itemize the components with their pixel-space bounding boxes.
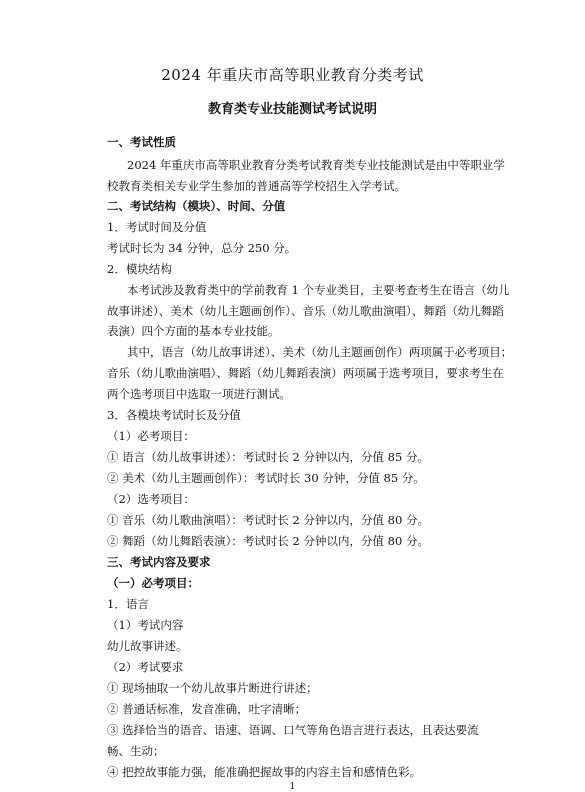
text-line: ② 普通话标准，发音准确，吐字清晰； — [107, 702, 307, 716]
text-line: 三、考试内容及要求 — [107, 555, 211, 569]
text-line: ④ 把控故事能力强，能准确把握故事的内容主旨和感情色彩。 — [107, 765, 422, 779]
text-line: 其中，语言（幼儿故事讲述）、美术（幼儿主题画创作）两项属于必考项目； — [127, 345, 513, 359]
text-line: 校教育类相关专业学生参加的普通高等学校招生入学考试。 — [107, 179, 406, 193]
text-line: （2）考试要求 — [107, 660, 184, 674]
text-line: 二、考试结构（模块）、时间、分值 — [107, 199, 286, 213]
text-line: ③ 选择恰当的语音、语速、语调、口气等角色语言进行表达，且表达要流 — [107, 723, 479, 737]
document-title: 2024 年重庆市高等职业教育分类考试 — [161, 66, 424, 84]
text-line: 幼儿故事讲述。 — [107, 639, 188, 653]
text-line: ② 舞蹈（幼儿舞蹈表演）：考试时长 2 分钟以内，分值 80 分。 — [107, 534, 429, 548]
text-line: ① 语言（幼儿故事讲述）：考试时长 2 分钟以内，分值 85 分。 — [107, 450, 429, 464]
text-line: （1）考试内容 — [107, 618, 184, 632]
text-line: （一）必考项目： — [107, 576, 199, 590]
text-line: （1）必考项目： — [107, 429, 195, 443]
text-line: 3．各模块考试时长及分值 — [107, 408, 241, 422]
text-line: 考试时长为 34 分钟，总分 250 分。 — [107, 241, 297, 255]
text-line: ② 美术（幼儿主题画创作）：考试时长 30 分钟，分值 85 分。 — [107, 471, 425, 485]
text-line: ① 现场抽取一个幼儿故事片断进行讲述； — [107, 681, 318, 695]
text-line: 畅、生动； — [107, 744, 165, 758]
text-line: 两个选考项目中选取一项进行测试。 — [107, 387, 291, 401]
text-line: 1．考试时间及分值 — [107, 220, 207, 234]
text-line: 2024 年重庆市高等职业教育分类考试教育类专业技能测试是由中等职业学 — [127, 158, 505, 172]
text-line: 表演）四个方面的基本专业技能。 — [107, 324, 280, 338]
text-line: 本考试涉及教育类中的学前教育 1 个专业类目，主要考查考生在语言（幼儿 — [127, 283, 510, 297]
text-line: 2．模块结构 — [107, 262, 172, 276]
page-number: 1 — [289, 782, 296, 792]
text-line: 故事讲述）、美术（幼儿主题画创作）、音乐（幼儿歌曲演唱）、舞蹈（幼儿舞蹈 — [107, 304, 504, 318]
document-subtitle: 教育类专业技能测试考试说明 — [207, 102, 377, 117]
text-line: 一、考试性质 — [107, 135, 176, 149]
text-line: 音乐（幼儿歌曲演唱）、舞蹈（幼儿舞蹈表演）两项属于选考项目，要求考生在 — [107, 366, 504, 380]
text-line: 1．语言 — [107, 597, 149, 611]
text-line: （2）选考项目： — [107, 492, 195, 506]
text-line: ① 音乐（幼儿歌曲演唱）：考试时长 2 分钟以内，分值 80 分。 — [107, 513, 429, 527]
